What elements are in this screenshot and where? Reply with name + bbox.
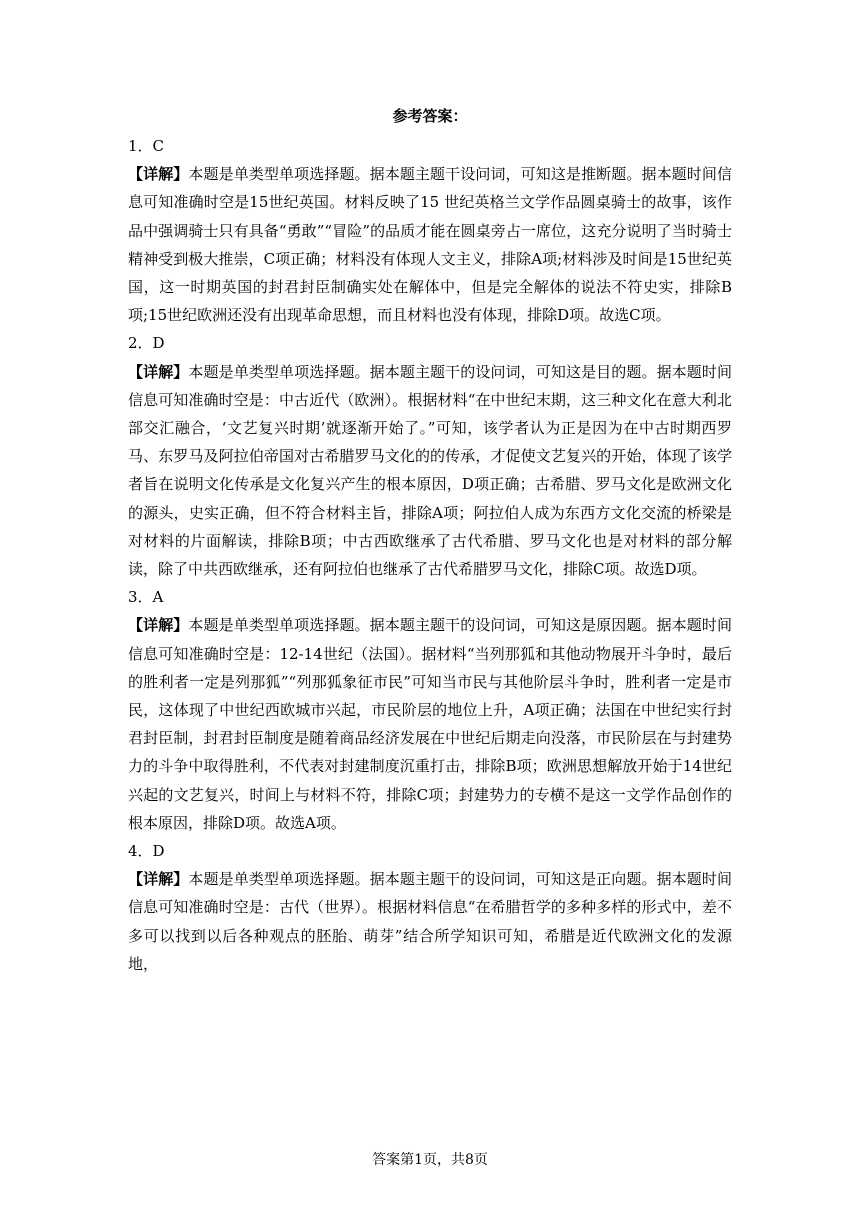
answer-explanation [128, 611, 732, 837]
answer-number: 4．D [128, 842, 165, 861]
answer-explanation [128, 160, 732, 329]
answer-list [128, 132, 732, 978]
answer-item-3 [128, 583, 732, 837]
explanation-tag: 【详解】 [128, 870, 189, 889]
explanation-tag: 【详解】 [128, 165, 189, 184]
answer-explanation [128, 865, 732, 978]
answer-number: 1．C [128, 137, 165, 155]
answer-explanation [128, 358, 732, 584]
explanation-text: 本题是单类型单项选择题。据本题主题干的设问词，可知这是目的题。据本题时间信息可知准确时空是：中古近代（欧洲）。根据材料“在中世纪末期，这三种文化在意大利北部交汇融合，‘文艺复兴时期’就逐渐开始了。”可知，该学者认为正是因为在中古时期西罗马、东罗马及阿拉伯帝国对古希腊罗马文化的的传承，才促使文艺复兴的开始，体现了该学者旨在说明文化传承是文化复兴产生的根本原因，D项正确；古希腊、罗马文化是欧洲文化的源头，史实正确，但不符合材料主旨，排除A项；阿拉伯人成为东西方文化交流的桥梁是对材料的片面解读，排除B项；中古西欧继承了古代希腊、罗马文化也是对材料的部分解读，除了中共西欧继承，还有阿拉伯也继承了古代希腊罗马文化，排除C项。故选D项。 [128, 362, 732, 579]
explanation-tag: 【详解】 [128, 616, 189, 635]
answer-number: 3．A [128, 588, 164, 607]
explanation-text: 本题是单类型单项选择题。据本题主题干的设问词，可知这是正向题。据本题时间信息可知准确时空是：古代（世界）。根据材料信息“在希腊哲学的多种多样的形式中，差不多可以找到以后各种观点的胚胎、萌芽”结合所学知识可知，希腊是近代欧洲文化的发源地， [128, 870, 732, 973]
answer-number: 2．D [128, 334, 165, 353]
explanation-text: 本题是单类型单项选择题。据本题主题干的设问词，可知这是原因题。据本题时间信息可知准确时空是：12-14世纪（法国）。据材料“当列那狐和其他动物展开斗争时，最后的胜利者一定是列那狐”“列那狐象征市民”可知当市民与其他阶层斗争时，胜利者一定是市民，这体现了中世纪西欧城市兴起，市民阶层的地位上升，A项正确；法国在中世纪实行封君封臣制，封君封臣制度是随着商品经济发展在中世纪后期走向没落，市民阶层在与封建势力的斗争中取得胜利，不代表对封建制度沉重打击，排除B项；欧洲思想解放开始于14世纪兴起的文艺复兴，时间上与材料不符，排除C项；封建势力的专横不是这一文学作品创作的根本原因，排除D项。故选A项。 [128, 616, 732, 832]
page-footer: 答案第1页，共8页 [372, 1152, 488, 1168]
answer-item-4 [128, 837, 732, 978]
answer-item-1 [128, 132, 732, 329]
answer-item-2 [128, 329, 732, 583]
page-heading: 参考答案： [392, 107, 468, 125]
explanation-tag: 【详解】 [128, 362, 189, 381]
explanation-text: 本题是单类型单项选择题。据本题主题干设问词，可知这是推断题。据本题时间信息可知准确时空是15世纪英国。材料反映了15 世纪英格兰文学作品圆桌骑士的故事，该作品中强调骑士只有具备“勇敢”“冒险”的品质才能在圆桌旁占一席位，这充分说明了当时骑士精神受到极大推崇，C项正确；材料没有体现人文主义，排除A项;材料涉及时间是15世纪英国，这一时期英国的封君封臣制确实处在解体中，但是完全解体的说法不符史实，排除B项;15世纪欧洲还没有出现革命思想，而且材料也没有体现，排除D项。故选C项。 [128, 165, 732, 325]
